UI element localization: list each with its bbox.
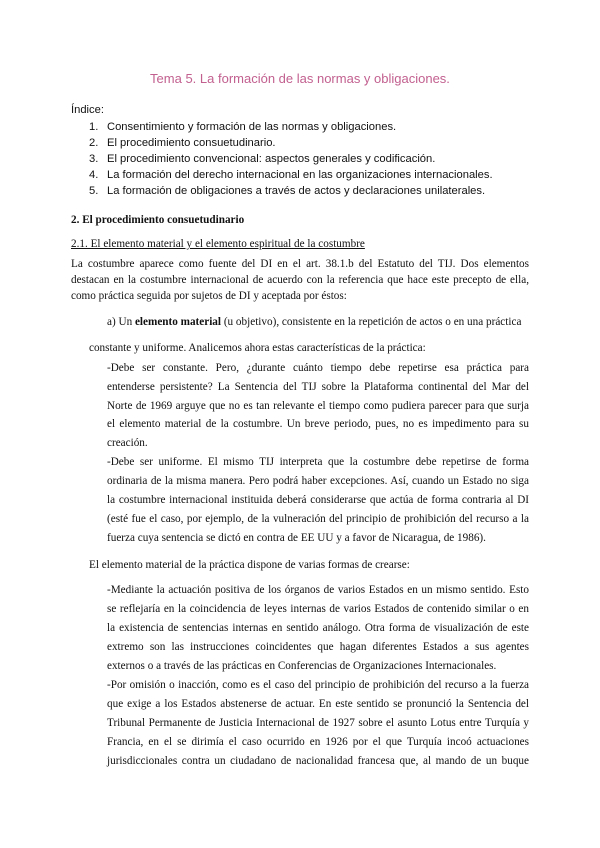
text-line: el elemento material de la costumbre. Un breve periodo, pues, no es impedimento para su — [107, 418, 529, 430]
text-line: se reflejaría en la coincidencia de leyes internas de varios Estados de contenido similar o en — [107, 603, 529, 615]
text-line: que exige a los Estados abstenerse de actuar. En este sentido se pronunció la Sentencia del — [107, 698, 529, 710]
text-line: -Debe ser constante. Pero, ¿durante cuánto tiempo debe repetirse esa práctica para — [107, 362, 529, 374]
index-item: 1. Consentimiento y formación de las normas y obligaciones. — [89, 121, 397, 133]
text-line: -Debe ser uniforme. El mismo TIJ interpreta que la costumbre debe repetirse de forma — [107, 456, 529, 468]
index-item: 2. El procedimiento consuetudinario. — [89, 137, 276, 149]
index-item: 5. La formación de obligaciones a través de actos y declaraciones unilaterales. — [89, 185, 486, 197]
text-line: Tribunal Permanente de Justicia Internacional de 1927 sobre el asunto Lotus entre Turquía y — [107, 717, 529, 729]
text-line: fuerza cuya sentencia se dictó en contra de EE UU y a favor de Nicaragua, de 1986). — [107, 532, 486, 544]
formas-intro: El elemento material de la práctica dispone de varias formas de crearse: — [89, 559, 410, 571]
section-heading: 2. El procedimiento consuetudinario — [71, 214, 245, 226]
text-line: como práctica seguida por sujetos de DI y aceptada por éstos: — [71, 290, 347, 302]
page-title: Tema 5. La formación de las normas y obligaciones. — [150, 71, 450, 86]
index-item: 4. La formación del derecho internacional en las organizaciones internacionales. — [89, 169, 493, 181]
text-line: Francia, en el se dirimía el caso ocurrido en 1926 por el que Turquía incoó actuaciones — [107, 736, 529, 748]
index-label: Índice: — [71, 104, 104, 116]
text-line: entenderse persistente? La Sentencia del TIJ sobre la Plataforma continental del Mar del — [107, 381, 529, 393]
text-line: ordinaria de la misma manera. Pero podrá haber excepciones. Así, cuando un Estado no siga — [107, 475, 529, 487]
text-line: creación. — [107, 437, 148, 449]
section-subheading: 2.1. El elemento material y el elemento espiritual de la costumbre — [71, 238, 365, 250]
item-a-line: a) Un elemento material (u objetivo), consistente en la repetición de actos o en una práctica — [107, 316, 522, 328]
text-line: extremo son las instrucciones coincidentes que hagan diferentes Estados a sus agentes — [107, 641, 529, 653]
text-line: (esté fue el caso, por ejemplo, de la vulneración del principio de prohibición del recurso a la — [107, 513, 529, 525]
text-line: -Mediante la actuación positiva de los órganos de varios Estados en un mismo sentido. Esto — [107, 584, 529, 596]
text-line: la costumbre internacional instituida deberá considerarse que actúa de forma contraria al DI — [107, 494, 529, 506]
text-line: -Por omisión o inacción, como es el caso del principio de prohibición del recurso a la fuerza — [107, 679, 529, 691]
text-line: Norte de 1969 arguye que no es tan relevante el tiempo como pudiera parecer para que surja — [107, 400, 529, 412]
index-item: 3. El procedimiento convencional: aspectos generales y codificación. — [89, 153, 436, 165]
text-line: externos o a través de las prácticas en Conferencias de Organizaciones Internacionales. — [107, 660, 497, 672]
text-line: jurisdiccionales contra un ciudadano de nacionalidad francesa que, al mando de un buque — [107, 755, 529, 767]
text-line: constante y uniforme. Analicemos ahora estas características de la práctica: — [89, 342, 426, 354]
text-line: la existencia de sentencias internas en sentido análogo. Otra forma de visualización de este — [107, 622, 529, 634]
text-line: destacan en la costumbre internacional de acuerdo con la referencia que hace este precepto de ella, — [71, 274, 529, 286]
text-line: La costumbre aparece como fuente del DI en el art. 38.1.b del Estatuto del TIJ. Dos elementos — [71, 258, 529, 270]
